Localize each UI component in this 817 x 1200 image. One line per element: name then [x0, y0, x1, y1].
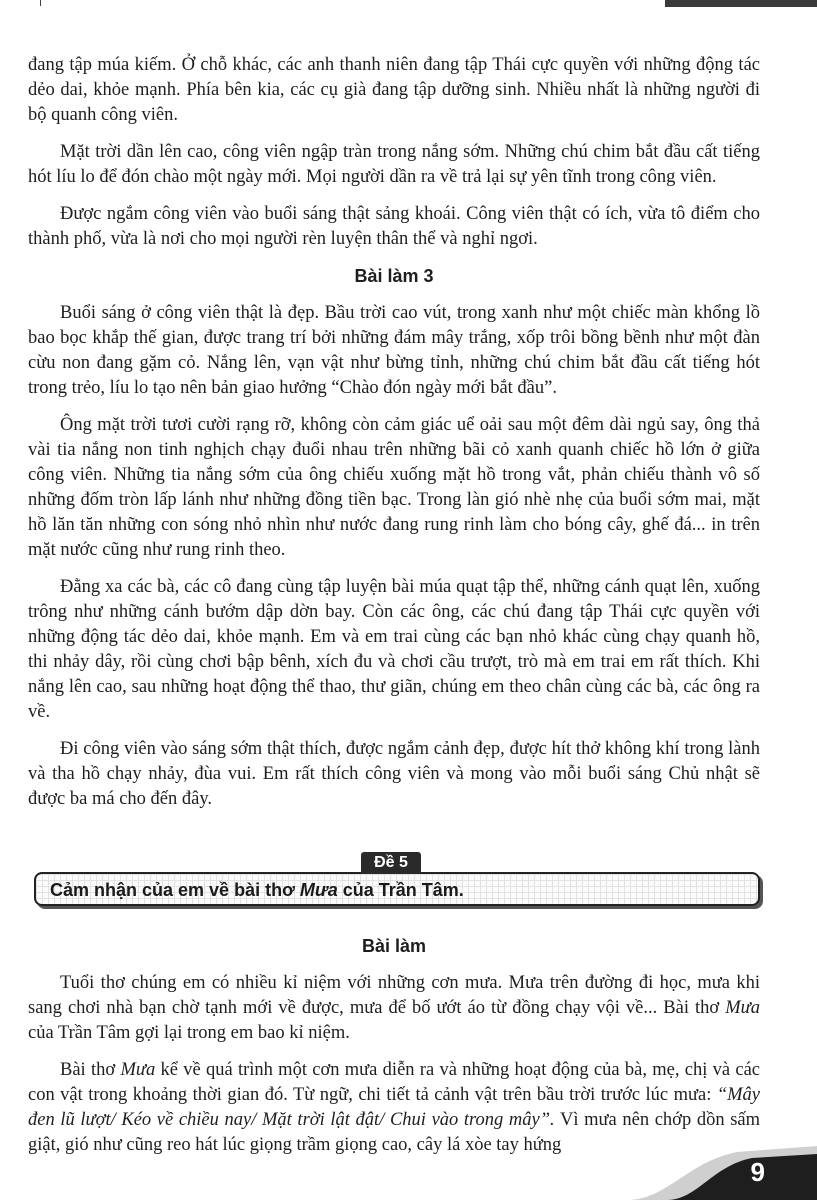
section-heading-bai-lam: Bài làm [361, 936, 427, 956]
paragraph: đang tập múa kiếm. Ở chỗ khác, các anh thanh niên đang tập Thái cực quyền với những động tác dẻo dai, khỏe mạnh. Phía bên kia, các cụ già đang tập dưỡng sinh. Nhiều nhất là những người đi bộ quanh công viên. [28, 55, 760, 125]
paragraph: Được ngắm công viên vào buổi sáng thật sảng khoái. Công viên thật có ích, vừa tô điểm cho thành phố, vừa là nơi cho mọi người rèn luyện thân thể và nghỉ ngơi. [28, 204, 760, 249]
text-run: của Trần Tâm gợi lại trong em bao kỉ niệm. [28, 1023, 350, 1043]
crop-mark [40, 0, 41, 6]
exercise-block [28, 852, 760, 908]
exercise-number-tag: Đề 5 [361, 852, 421, 874]
exercise-title-box [34, 872, 760, 906]
page-number-corner [627, 1142, 817, 1200]
paragraph: Đi công viên vào sáng sớm thật thích, được ngắm cảnh đẹp, được hít thở không khí trong lành và tha hồ chạy nhảy, đùa vui. Em rất thích công viên và mong vào mỗi buổi sáng Chủ nhật sẽ được ba má cho đến đây. [28, 739, 760, 809]
exercise-title-text: Cảm nhận của em về bài thơ [50, 880, 300, 900]
top-header-decoration [0, 0, 817, 14]
paragraph: Đằng xa các bà, các cô đang cùng tập luyện bài múa quạt tập thể, những cánh quạt lên, xuống trông như những cánh bướm dập dờn bay. Còn các ông, các chú đang tập Thái cực quyền với những động tác dẻo dai, khỏe mạnh. Em và em trai cùng các bạn nhỏ khác cùng chạy quanh hồ, thi nhảy dây, rồi cùng chơi bập bênh, xích đu và chơi cầu trượt, trò mà em trai em rất thích. Khi nắng lên cao, sau những hoạt động thể thao, thư giãn, chúng em theo chân cùng các bà, các ông ra về. [28, 577, 760, 722]
paragraph [28, 971, 760, 1046]
exercise-title [50, 878, 464, 902]
exercise-title-text: của Trần Tâm. [337, 880, 464, 900]
text-run: kể về quá trình một cơn mưa diễn ra và những hoạt động của bà, mẹ, chị và các con vật trong khoảng thời gian đó. Từ ngữ, chi tiết tả cảnh vật trên bầu trời trước lúc mưa: [28, 1060, 761, 1105]
poem-name: Mưa [120, 1060, 156, 1080]
poem-name: Mưa [725, 998, 760, 1018]
poem-name: Mưa [299, 880, 338, 900]
poem-quote: “Mây đen lũ lượt/ Kéo về chiều nay/ Mặt trời lật đật/ Chui vào trong mây”. [28, 1085, 760, 1130]
text-run: Bài thơ [60, 1060, 121, 1080]
section-heading-bai-lam-3: Bài làm 3 [354, 266, 434, 286]
text-run: Vì mưa nên chớp dồn sấm giật, gió như cũng reo hát lúc giọng trầm giọng cao, cây lá xòe tay hứng [28, 1110, 760, 1155]
paragraph: Buổi sáng ở công viên thật là đẹp. Bầu trời cao vút, trong xanh như một chiếc màn khổng lồ bao bọc khắp thế gian, được trang trí bởi những đám mây trắng, xốp trôi bồng bềnh như một đàn cừu non đang gặm cỏ. Nắng lên, vạn vật như bừng tỉnh, những chú chim bắt đầu cất tiếng hót trong trẻo, líu lo tạo nên bản giao hưởng “Chào đón ngày mới bắt đầu”. [28, 303, 760, 398]
page-number: 9 [750, 1157, 765, 1187]
text-run: Tuổi thơ chúng em có nhiều kỉ niệm với những cơn mưa. Mưa trên đường đi học, mưa khi sang chơi nhà bạn chờ tạnh mới về được, mưa để bố ướt áo từ đồng chạy vội về... Bài thơ [28, 973, 760, 1018]
header-bar [665, 0, 817, 7]
paragraph: Mặt trời dần lên cao, công viên ngập tràn trong nắng sớm. Những chú chim bắt đầu cất tiếng hót líu lo để đón chào một ngày mới. Mọi người dần ra về trả lại sự yên tĩnh trong công viên. [28, 142, 760, 187]
paragraph: Ông mặt trời tươi cười rạng rỡ, không còn cảm giác uể oải sau một đêm dài ngủ say, ông thả vài tia nắng non tinh nghịch chạy đuổi nhau trên những bãi cỏ xanh quanh chiếc hồ lớn ở giữa công viên. Những tia nắng sớm của ông chiếu xuống mặt hồ trong vắt, phản chiếu thành vô số những đốm tròn lấp lánh như những đồng tiền bạc. Trong làn gió nhè nhẹ của buổi sớm mai, mặt hồ lăn tăn những con sóng nhỏ nhìn như nước đang rung rinh làm cho bóng cây, ghế đá... in trên mặt nước cũng như rung rinh theo. [28, 415, 760, 560]
page-content [28, 53, 760, 1170]
